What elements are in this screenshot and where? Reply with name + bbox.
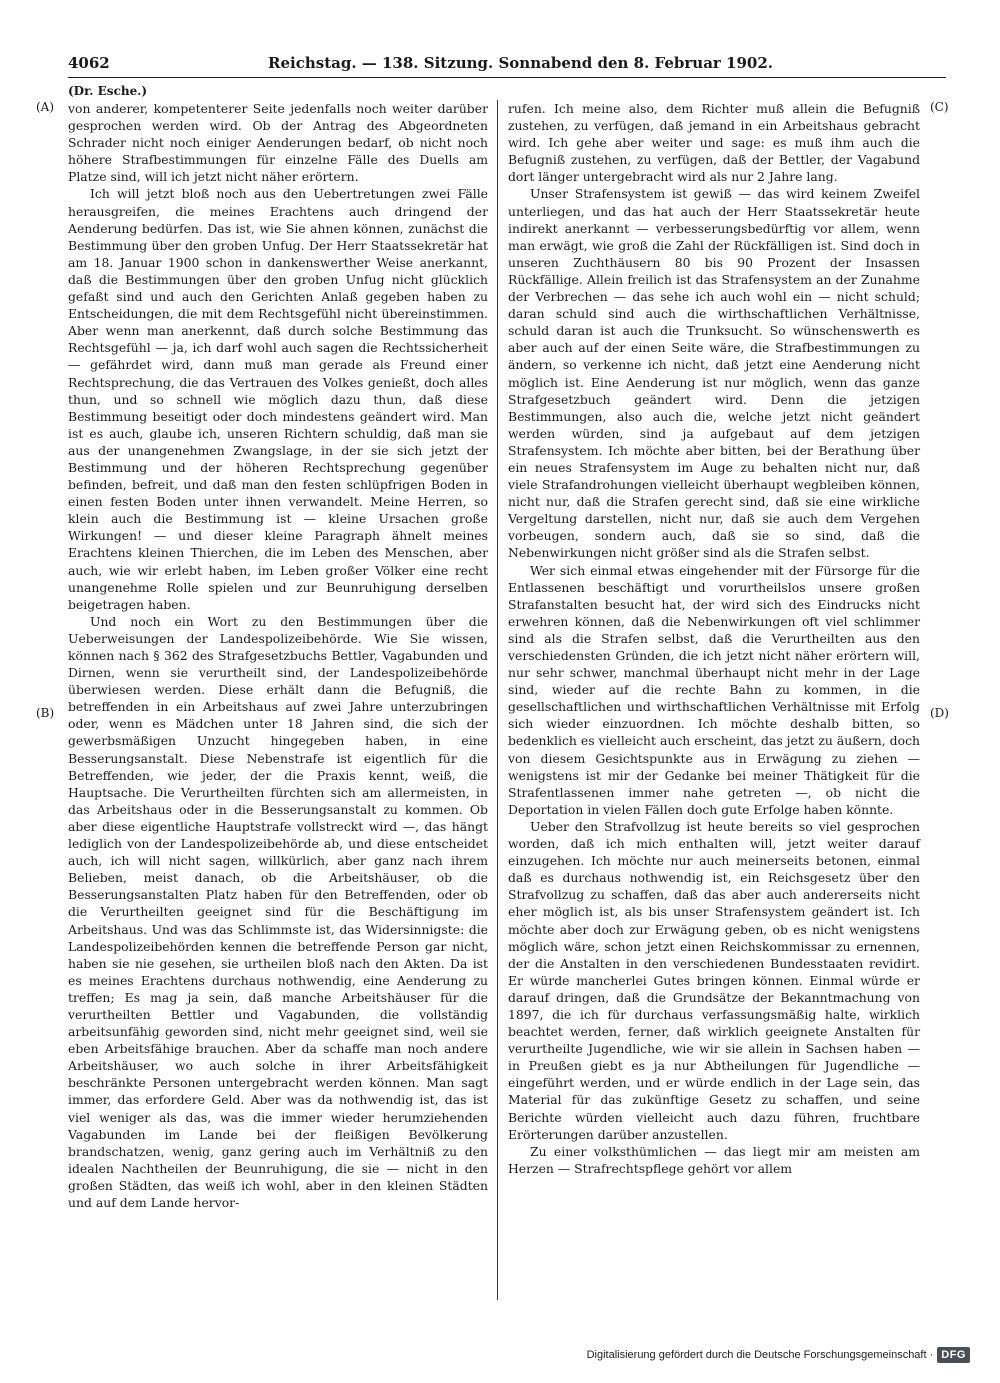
dfg-logo-icon: DFG	[937, 1347, 970, 1363]
left-column	[68, 100, 488, 1211]
footer	[587, 1343, 970, 1367]
speaker-label: (Dr. Esche.)	[68, 84, 148, 98]
paragraph: Zu einer volksthümlichen — das liegt mir am meisten am Herzen — Strafrechtspflege gehört vor allem	[508, 1143, 920, 1176]
header-title: Reichstag. — 138. Sitzung. Sonnabend den 8. Februar 1902.	[268, 54, 774, 72]
margin-mark-d: (D)	[930, 706, 949, 720]
page-header	[68, 52, 946, 76]
paragraph: Und noch ein Wort zu den Bestimmungen über die Ueberweisungen der Landespolizeibehörde. Wie Sie wissen, können nach § 362 des Strafgesetzbuchs Bettler, Vagabunden und Dirnen, wenn sie verurtheilt sind, der Landespolizeibehörde überwiesen werden. Diese erhält dann die Befugniß, die betreffenden in ein Arbeitshaus auf zwei Jahre unterzubringen oder, wenn es Mädchen unter 18 Jahren sind, die sich der gewerbsmäßigen Unzucht hingegeben haben, in eine Besserungsanstalt. Diese Nebenstrafe ist eigentlich für die Betreffenden, wie jeder, der die Praxis kennt, weiß, die Hauptsache. Die Verurtheilten fürchten sich am allermeisten, in das Arbeitshaus oder in die Besserungsanstalt zu kommen. Ob aber diese eigentliche Hauptstrafe vollstreckt wird —, das hängt lediglich von der Landespolizeibehörde ab, und diese entscheidet auch, ich will nicht sagen, willkürlich, aber ganz nach ihrem Belieben, meist danach, ob die Arbeitshäuser, ob die Besserungsanstalten Platz haben für den Betreffenden, oder ob die Verurtheilten geeignet sind für die Beschäftigung im Arbeitshaus. Und was das Schlimmste ist, das Widersinnigste: die Landespolizeibehörden kennen die betreffende Person gar nicht, haben sie nie gesehen, sie urtheilen bloß nach den Akten. Da ist es meines Erachtens durchaus nothwendig, eine Aenderung zu treffen; Es mag ja sein, daß manche Arbeitshäuser für die verurtheilten Bettler und Vagabunden, die vollständig arbeitsunfähig geworden sind, nicht mehr geeignet sind, weil sie eben Arbeitsfähige brauchen. Aber da schaffe man noch andere Arbeitshäuser, wo auch solche in ihrer Arbeitsfähigkeit beschränkte Personen untergebracht werden können. Man sagt immer, das erfordere Geld. Aber was da nothwendig ist, das ist viel weniger als das, was die immer wieder herumziehenden Vagabunden im Lande bei der fleißigen Bevölkerung brandschatzen, wenig, ganz gering auch im Verhältniß zu den idealen Nachtheilen der Beunruhigung, die sie — nicht in den großen Städten, das weiß ich wohl, aber in den kleinen Städten und auf dem Lande hervor-	[68, 613, 488, 1210]
paragraph: Ueber den Strafvollzug ist heute bereits so viel gesprochen worden, daß ich mich enthalten will, jetzt weiter darauf einzugehen. Ich möchte nur auch meinerseits betonen, einmal daß es durchaus nothwendig ist, ein Reichsgesetz über den Strafvollzug zu schaffen, daß das aber auch andererseits nicht eher möglich ist, als bis unser Strafensystem geändert ist. Ich möchte aber doch zur Erwägung geben, ob es nicht wenigstens möglich wäre, schon jetzt einen Reichskommissar zu ernennen, der die Anstalten in den verschiedenen Bundesstaaten revidirt. Er würde mancherlei Gutes bringen können. Einmal würde er darauf dringen, daß die Grundsätze der Bekanntmachung von 1897, die ich für durchaus verfassungsmäßig halte, wirklich beachtet werden, ferner, daß wirklich geeignete Anstalten für verurtheilte Jugendliche, wie wir sie allein in Sachsen haben — in Preußen giebt es ja nur Abtheilungen für Jugendliche — eingeführt werden, und er würde endlich in der Lage sein, das Material für das zukünftige Gesetz zu schaffen, und seine Berichte würden vielleicht auch dazu führen, fruchtbare Erörterungen darüber anzustellen.	[508, 818, 920, 1142]
paragraph: rufen. Ich meine also, dem Richter muß allein die Befugniß zustehen, zu verfügen, daß jemand in ein Arbeitshaus gebracht wird. Ich gehe aber weiter und sage: es muß ihm auch die Befugniß zustehen, zu verfügen, daß der Bettler, der Vagabund dort länger untergebracht wird als nur 2 Jahre lang.	[508, 101, 920, 185]
paragraph: Wer sich einmal etwas eingehender mit der Fürsorge für die Entlassenen beschäftigt und vorurtheilslos unsere großen Strafanstalten besucht hat, der wird sich des Eindrucks nicht erwehren können, daß die Nebenwirkungen oft viel schlimmer sind als die Strafen selbst, daß die Verurtheilten aus den verschiedensten Gründen, die ich jetzt nicht näher erörtern will, nur sehr schwer, manchmal überhaupt nicht mehr in der Lage sind, wieder auf die rechte Bahn zu kommen, in die gesellschaftlichen und wirthschaftlichen Verhältnisse mit Erfolg sich wieder einzuordnen. Ich möchte deshalb bitten, so bedenklich es vielleicht auch erscheint, das jetzt zu äußern, doch von diesem Gesichtspunkte aus in Erwägung zu ziehen — wenigstens ist mir der Gedanke bei meiner Thätigkeit für die Strafentlassenen immer nahe getreten —, ob nicht die Deportation in vielen Fällen doch gute Erfolge haben könnte.	[508, 562, 920, 817]
right-column	[508, 100, 920, 1177]
margin-mark-b: (B)	[36, 706, 55, 720]
paragraph: von anderer, kompetenterer Seite jedenfalls noch weiter darüber gesprochen werden wird. Ob der Antrag des Abgeordneten Schrader nicht noch einiger Aenderungen bedarf, ob nicht noch höhere Strafbestimmungen für einzelne Fälle des Duells am Platze sind, will ich jetzt nicht näher erörtern.	[68, 101, 488, 185]
margin-mark-c: (C)	[930, 100, 949, 114]
page-number: 4062	[68, 54, 110, 72]
column-divider	[497, 100, 498, 1300]
header-rule	[68, 77, 946, 78]
paragraph: Ich will jetzt bloß noch aus den Uebertretungen zwei Fälle herausgreifen, die meines Erachtens auch dringend der Aenderung bedürfen. Das ist, wie Sie ahnen können, zunächst die Bestimmung über den groben Unfug. Der Herr Staatssekretär hat am 18. Januar 1900 schon in dankenswerther Weise anerkannt, daß die Bestimmungen über den groben Unfug nicht glücklich gefaßt sind und auch den Gerichten Anlaß gegeben haben zu Entscheidungen, die mit dem Rechtsgefühl nicht übereinstimmen. Aber wenn man anerkennt, daß durch solche Bestimmung das Rechtsgefühl — ja, ich darf wohl auch sagen die Rechtssicherheit — gefährdet wird, dann muß man gerade als Freund einer Rechtsprechung, die das Vertrauen des Volkes genießt, doch alles thun, und so schnell wie möglich dazu thun, daß diese Bestimmung beseitigt oder doch mindestens geändert wird. Man ist es auch, glaube ich, unseren Richtern schuldig, daß man sie aus der unangenehmen Zwangslage, in der sie sich jetzt der Bestimmung und der höheren Rechtsprechung gegenüber befinden, befreit, und daß man den festen schlüpfrigen Boden in einen festen Boden unter ihnen verwandelt. Meine Herren, so klein auch die Bestimmung ist — kleine Ursachen große Wirkungen! — und dieser kleine Paragraph ähnelt meines Erachtens kleinen Thierchen, die im Leben des Menschen, aber auch, wie wir erlebt haben, im Leben großer Völker eine recht unangenehme Rolle spielen und zur Beunruhigung derselben beigetragen haben.	[68, 186, 488, 612]
margin-mark-a: (A)	[36, 100, 55, 114]
footer-text: Digitalisierung gefördert durch die Deutsche Forschungsgemeinschaft ·	[586, 1349, 934, 1361]
paragraph: Unser Strafensystem ist gewiß — das wird keinem Zweifel unterliegen, und das hat auch der Herr Staatssekretär heute indirekt anerkannt — verbesserungsbedürftig vor allem, wenn man erwägt, wie groß die Zahl der Rückfälligen ist. Sind doch in unseren Zuchthäusern 80 bis 90 Prozent der Insassen Rückfällige. Allein freilich ist das Strafensystem an der Zunahme der Verbrechen — das sehe ich auch wohl ein — nicht schuld; daran schuld sind auch die wirthschaftlichen Verhältnisse, schuld daran ist auch die Trunksucht. So wünschenswerth es aber auch auf der einen Seite wäre, die Strafbestimmungen zu ändern, so verkenne ich nicht, daß jetzt eine Aenderung nicht möglich ist. Eine Aenderung ist nur möglich, wenn das ganze Strafgesetzbuch geändert wird. Denn die jetzigen Bestimmungen, also auch die, welche jetzt nicht geändert werden würden, sind ja aufgebaut auf dem jetzigen Strafensystem. Ich möchte aber bitten, bei der Berathung über ein neues Strafensystem im Auge zu behalten nicht nur, daß viele Strafandrohungen vielleicht überhaupt wegbleiben können, nicht nur, daß die Strafen gerecht sind, daß sie eine wirkliche Vergeltung darstellen, nicht nur, daß sie auch dem Vergehen vorbeugen, sondern auch, daß sie so sind, daß die Nebenwirkungen nicht größer sind als die Strafen selbst.	[508, 186, 920, 561]
